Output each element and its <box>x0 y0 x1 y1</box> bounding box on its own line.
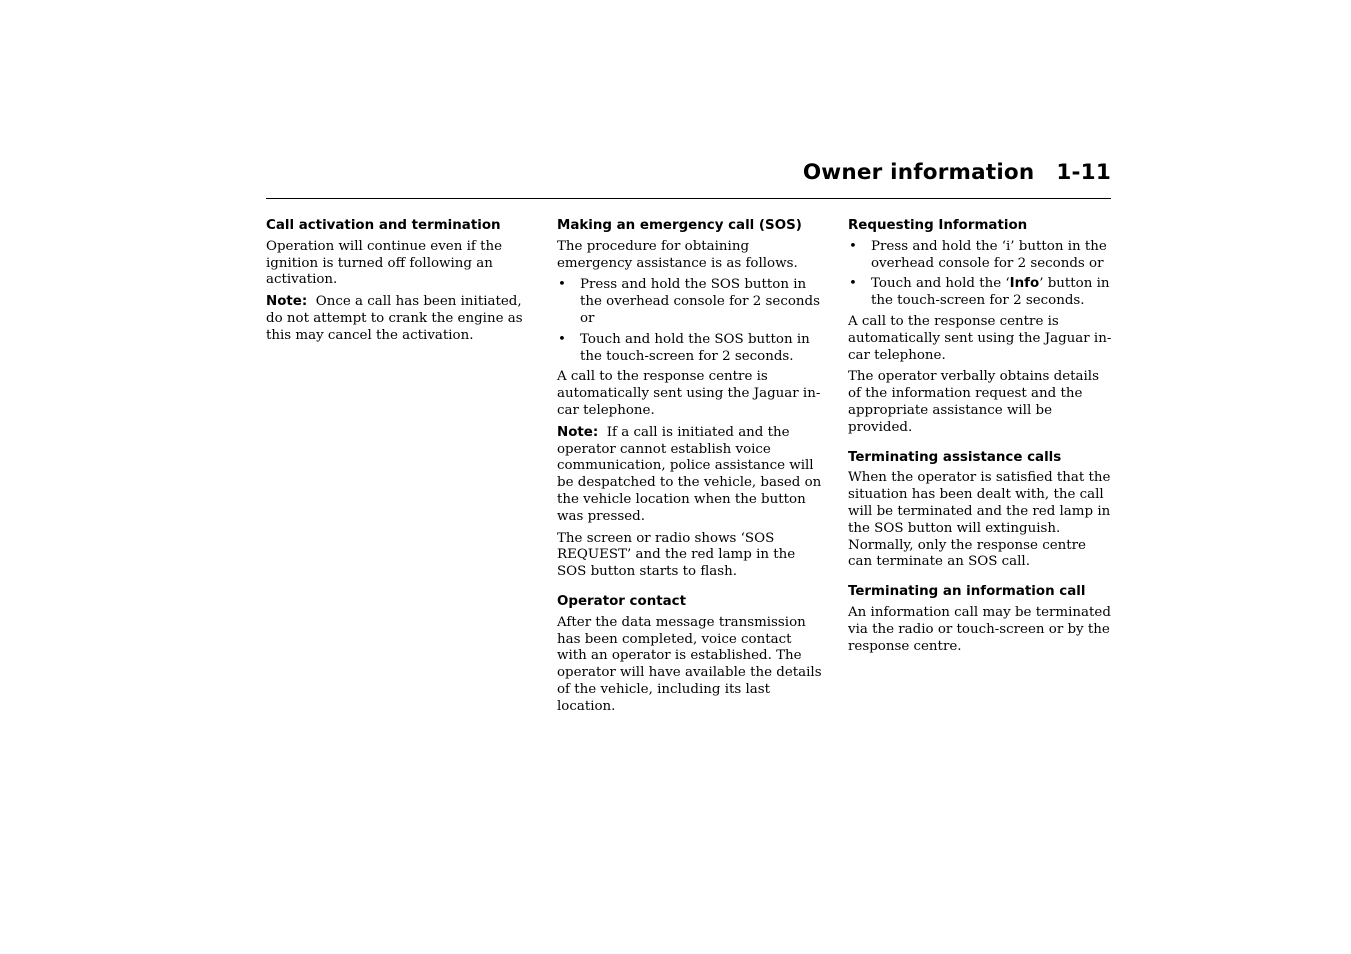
note-text: If a call is initiated and the operator cannot establish voice communication, police assistance will be despatched to the vehicle, based on the vehicle location when the button was pressed. <box>557 424 822 524</box>
note-paragraph <box>266 294 532 344</box>
page-header <box>266 160 1111 199</box>
paragraph: An information call may be terminated via the radio or touch-screen or by the response centre. <box>848 604 1111 654</box>
header-title-group <box>803 160 1111 185</box>
column-requesting-information <box>848 218 1114 660</box>
page-number: 1-11 <box>1056 160 1111 185</box>
note-text: Once a call has been initiated, do not attempt to crank the engine as this may cancel the activation. <box>266 294 523 343</box>
bullet-icon: • <box>558 277 566 293</box>
paragraph: Operation will continue even if the ignition is turned off following an activation. <box>266 238 503 288</box>
note-paragraph <box>557 425 823 526</box>
bullet-list <box>848 239 1114 310</box>
bullet-icon: • <box>849 276 857 292</box>
info-button-label: Info <box>1009 276 1040 292</box>
paragraph: The screen or radio shows ‘SOS REQUEST’ and the red lamp in the SOS button starts to flash. <box>557 530 796 580</box>
bullet-icon: • <box>558 331 566 347</box>
column-emergency-call <box>557 218 823 721</box>
paragraph: The operator verbally obtains details of the information request and the appropriate assistance will be provided. <box>848 369 1099 435</box>
paragraph: After the data message transmission has been completed, voice contact with an operator is established. The operator will have available the details of the vehicle, including its last location. <box>557 614 822 714</box>
list-item-text: Press and hold the SOS button in the overhead console for 2 seconds or <box>580 277 820 326</box>
section-heading-terminating-assistance: Terminating assistance calls <box>848 449 1062 465</box>
bullet-list <box>557 277 823 365</box>
list-item-text-post: ’ button in the touch-screen for 2 seconds. <box>871 276 1110 309</box>
list-item <box>557 277 823 327</box>
page-title: Owner information <box>802 160 1035 185</box>
section-heading-emergency-call: Making an emergency call (SOS) <box>557 218 802 233</box>
note-label: Note: <box>557 424 599 440</box>
section-heading-operator-contact: Operator contact <box>557 593 687 609</box>
paragraph: A call to the response centre is automatically sent using the Jaguar in-car telephone. <box>557 369 821 418</box>
list-item-text: Press and hold the ‘i’ button in the overhead console for 2 seconds or <box>871 238 1107 271</box>
list-item <box>848 276 1114 310</box>
paragraph: A call to the response centre is automatically sent using the Jaguar in-car telephone. <box>848 313 1112 363</box>
paragraph: When the operator is satisfied that the situation has been dealt with, the call will be terminated and the red lamp in the SOS button will extinguish. Normally, only the response centre can terminate an SOS call. <box>848 470 1111 570</box>
paragraph: The procedure for obtaining emergency assistance is as follows. <box>557 238 798 271</box>
list-item-text-pre: Touch and hold the ‘ <box>871 276 1010 292</box>
bullet-icon: • <box>849 238 857 254</box>
list-item <box>557 332 823 366</box>
note-label: Note: <box>266 294 308 310</box>
section-heading-call-activation: Call activation and termination <box>266 218 501 233</box>
section-heading-terminating-information: Terminating an information call <box>848 584 1086 600</box>
section-heading-requesting-information: Requesting Information <box>848 218 1028 233</box>
column-call-activation <box>266 218 532 350</box>
list-item <box>848 239 1114 273</box>
list-item-text: Touch and hold the SOS button in the touch-screen for 2 seconds. <box>580 331 810 364</box>
